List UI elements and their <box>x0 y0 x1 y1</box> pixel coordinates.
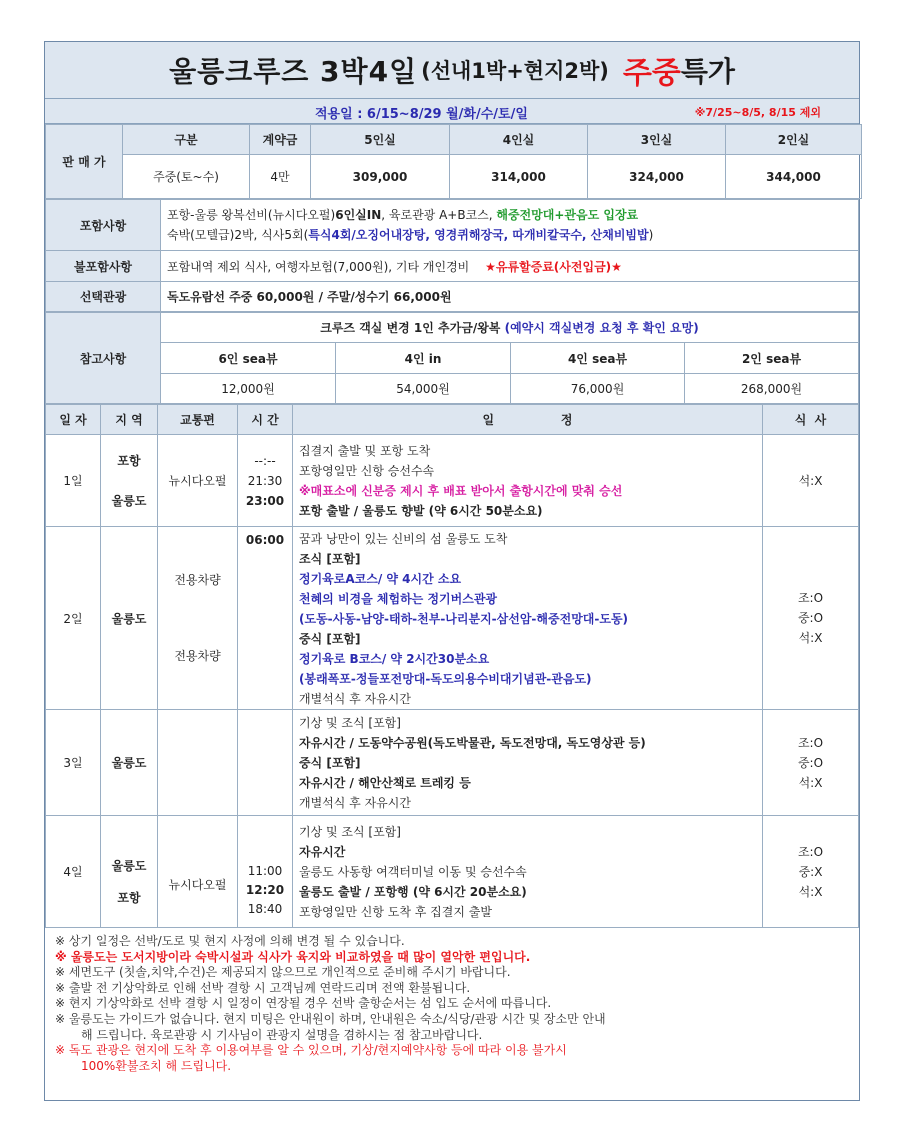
schedule-header: 식 사 <box>763 405 859 435</box>
day-time <box>238 816 293 928</box>
price-header: 계약금 <box>250 125 311 155</box>
day-transport: 뉴시다오펄 <box>158 435 238 527</box>
itinerary-line: 기상 및 조식 [포함] <box>299 824 401 839</box>
meal-text: 석:X <box>798 631 823 645</box>
day-time: 06:00 <box>238 527 293 710</box>
time-text: 21:30 <box>247 473 283 488</box>
excluded-label: 불포함사항 <box>46 251 161 282</box>
apply-period-bar <box>45 99 859 124</box>
itinerary-line: 개별석식 후 자유시간 <box>299 795 411 810</box>
room-price: 76,000원 <box>511 374 685 404</box>
price-cell: 주중(토~수) <box>123 155 250 199</box>
day-label: 4일 <box>46 816 101 928</box>
schedule-table <box>45 404 859 928</box>
tour-flyer <box>44 41 860 1101</box>
day-itinerary <box>293 527 763 710</box>
day-transport <box>158 710 238 816</box>
itinerary-line: (봉래폭포-정들포전망대-독도의용수비대기념관-관음도) <box>299 672 592 686</box>
excluded-content <box>161 251 859 282</box>
included-text: 특식4회/오징어내장탕, 영경퀴해장국, 따개비칼국수, 산채비빔밥 <box>308 228 649 242</box>
price-table <box>45 124 862 199</box>
itinerary-line: 기상 및 조식 [포함] <box>299 715 401 730</box>
day-label: 2일 <box>46 527 101 710</box>
day-region: 울릉도 <box>101 710 158 816</box>
day-time <box>238 435 293 527</box>
schedule-header: 지 역 <box>101 405 158 435</box>
region-text: 울릉도 <box>111 858 147 873</box>
time-text: 11:00 <box>247 864 283 878</box>
note-line: ※ 출발 전 기상악화로 인해 선박 결항 시 고객님께 연락드리며 전액 환불됩니다. <box>55 980 471 995</box>
reference-title-text: 크루즈 객실 변경 1인 추가금/왕복 <box>320 321 505 335</box>
apply-period: 적용일 : 6/15~8/29 월/화/수/토/일 <box>315 107 528 122</box>
meal-text: 석:X <box>798 884 823 899</box>
note-line: ※ 독도 관광은 현지에 도착 후 이용여부를 알 수 있으며, 기상/현지예약사항 등에 따라 이용 불가시 <box>55 1043 567 1058</box>
itinerary-line: 울릉도 사동항 여객터미널 이동 및 승선수속 <box>299 864 527 879</box>
note-line: ※ 상기 일정은 선박/도로 및 현지 사정에 의해 변경 될 수 있습니다. <box>55 934 405 948</box>
info-table <box>45 199 859 312</box>
price-cell: 324,000 <box>588 155 726 199</box>
time-text: 23:00 <box>245 493 285 508</box>
reference-title-note: (예약시 객실변경 요청 후 확인 요망) <box>504 321 699 335</box>
room-price: 268,000원 <box>685 374 859 404</box>
optional-content: 독도유람선 주중 60,000원 / 주말/성수기 66,000원 <box>161 282 859 312</box>
day-transport: 뉴시다오펄 <box>158 816 238 928</box>
itinerary-line: 중식 [포함] <box>299 632 361 646</box>
excluded-text: 포함내역 제외 식사, 여행자보험(7,000원), 기타 개인경비 <box>167 259 470 274</box>
price-header: 4인실 <box>450 125 588 155</box>
note-line: ※ 세면도구 (칫솔,치약,수건)은 제공되지 않으므로 개인적으로 준비해 주시기 바랍니다. <box>55 965 511 980</box>
itinerary-line: 조식 [포함] <box>299 552 361 566</box>
itinerary-line: 자유시간 / 해안산책로 트레킹 등 <box>299 775 471 790</box>
included-text: ) <box>648 228 654 242</box>
schedule-header: 시 간 <box>238 405 293 435</box>
note-line: ※ 울릉도는 가이드가 없습니다. 현지 미팅은 안내원이 하며, 안내원은 숙소/식당/관광 시간 및 장소만 안내 <box>55 1011 606 1026</box>
schedule-row-day1 <box>46 435 859 527</box>
meal-text: 조:O <box>797 591 824 605</box>
itinerary-line: 울릉도 출발 / 포항행 (약 6시간 20분소요) <box>299 884 527 899</box>
price-cell: 309,000 <box>311 155 450 199</box>
day-meals <box>763 816 859 928</box>
transport-text: 전용차량 <box>174 649 221 663</box>
price-cell: 314,000 <box>450 155 588 199</box>
room-price: 12,000원 <box>161 374 336 404</box>
day-region <box>101 435 158 527</box>
day-time <box>238 710 293 816</box>
itinerary-line: 포항 출발 / 울릉도 향발 (약 6시간 50분소요) <box>299 503 543 518</box>
included-text: 해중전망대+관음도 입장료 <box>496 208 639 222</box>
note-line: 100%환불조치 해 드립니다. <box>81 1058 232 1073</box>
day-label: 1일 <box>46 435 101 527</box>
apply-exception: ※7/25~8/5, 8/15 제외 <box>694 106 821 119</box>
day-meal: 석:X <box>763 435 859 527</box>
time-text: 18:40 <box>247 902 283 916</box>
day-itinerary <box>293 710 763 816</box>
meal-text: 중:O <box>797 611 824 625</box>
price-header: 3인실 <box>588 125 726 155</box>
price-header: 2인실 <box>726 125 862 155</box>
time-text: 12:20 <box>245 883 285 897</box>
time-text: --:-- <box>254 453 276 468</box>
price-header: 구분 <box>123 125 250 155</box>
room-type: 4인 sea뷰 <box>511 343 685 374</box>
schedule-header: 일 정 <box>293 405 763 435</box>
meal-text: 조:O <box>797 735 824 750</box>
itinerary-line: 중식 [포함] <box>299 755 361 770</box>
reference-title <box>161 313 859 343</box>
room-type: 2인 sea뷰 <box>685 343 859 374</box>
notes-section <box>45 928 859 1074</box>
day-region: 울릉도 <box>101 527 158 710</box>
itinerary-line: 천혜의 비경을 체험하는 정기버스관광 <box>299 592 498 606</box>
flyer-title <box>45 42 859 99</box>
schedule-row-day3 <box>46 710 859 816</box>
region-text: 포항 <box>117 890 141 905</box>
title-sub: (선내1박+현지2박) <box>421 59 609 83</box>
itinerary-line: 정기육로A코스/ 약 4시간 소요 <box>299 572 462 586</box>
day-transport <box>158 527 238 710</box>
day-region <box>101 816 158 928</box>
transport-text: 전용차량 <box>174 573 221 587</box>
price-cell: 344,000 <box>726 155 862 199</box>
region-text: 울릉도 <box>111 493 147 508</box>
room-type: 4인 in <box>336 343 511 374</box>
day-itinerary <box>293 816 763 928</box>
included-label: 포함사항 <box>46 200 161 251</box>
fuel-surcharge-note: ★유류할증료(사전입금)★ <box>485 259 622 274</box>
day-meals <box>763 710 859 816</box>
included-text: 6인실IN <box>335 208 382 222</box>
region-text: 포항 <box>117 453 141 468</box>
room-type: 6인 sea뷰 <box>161 343 336 374</box>
title-highlight: 주중 <box>622 56 681 91</box>
note-line: 해 드립니다. 육로관광 시 기사님이 관광지 설명을 겸하시는 점 참고바랍니다. <box>81 1027 483 1042</box>
schedule-header: 일 자 <box>46 405 101 435</box>
itinerary-line: 포항영일만 신항 승선수속 <box>299 463 435 478</box>
included-text: 숙박(모텔급)2박, 식사5회( <box>167 228 309 242</box>
price-cell: 4만 <box>250 155 311 199</box>
itinerary-line: 자유시간 / 도동약수공원(독도박물관, 독도전망대, 독도영상관 등) <box>299 735 646 750</box>
day-meals <box>763 527 859 710</box>
itinerary-line: 꿈과 낭만이 있는 신비의 섬 울릉도 도착 <box>299 532 508 546</box>
reference-label: 참고사항 <box>46 313 161 404</box>
itinerary-line: 집결지 출발 및 포항 도착 <box>299 443 431 458</box>
included-text: , 육로관광 A+B코스, <box>381 208 497 222</box>
room-price: 54,000원 <box>336 374 511 404</box>
itinerary-line: 포항영일만 신항 도착 후 집결지 출발 <box>299 904 492 919</box>
included-content <box>161 200 859 251</box>
title-main: 울릉크루즈 3박4일 <box>169 55 418 88</box>
schedule-row-day2 <box>46 527 859 710</box>
itinerary-line: 정기육로 B코스/ 약 2시간30분소요 <box>299 652 490 666</box>
meal-text: 중:X <box>798 864 823 879</box>
itinerary-line: 개별석식 후 자유시간 <box>299 692 411 706</box>
note-line: ※ 울릉도는 도서지방이라 숙박시설과 식사가 육지와 비교하였을 때 많이 열악한 편입니다. <box>55 949 531 964</box>
itinerary-line: (도동-사동-남양-태하-천부-나리분지-삼선암-해중전망대-도동) <box>299 612 629 626</box>
price-header: 5인실 <box>311 125 450 155</box>
note-line: ※ 현지 기상악화로 선박 결항 시 일정이 연장될 경우 선박 출항순서는 섬 입도 순서에 따릅니다. <box>55 996 552 1011</box>
included-text: 포항-울릉 왕복선비(뉴시다오펄) <box>167 208 336 222</box>
day-label: 3일 <box>46 710 101 816</box>
itinerary-line: 자유시간 <box>299 844 346 859</box>
title-suffix: 특가 <box>680 55 735 88</box>
price-label: 판 매 가 <box>46 125 123 199</box>
schedule-row-day4 <box>46 816 859 928</box>
itinerary-line: ※매표소에 신분증 제시 후 배표 받아서 출항시간에 맞춰 승선 <box>299 483 623 498</box>
meal-text: 중:O <box>797 755 824 770</box>
reference-table <box>45 312 859 404</box>
meal-text: 석:X <box>798 775 823 790</box>
optional-label: 선택관광 <box>46 282 161 312</box>
schedule-header: 교통편 <box>158 405 238 435</box>
meal-text: 조:O <box>797 844 824 859</box>
day-itinerary <box>293 435 763 527</box>
